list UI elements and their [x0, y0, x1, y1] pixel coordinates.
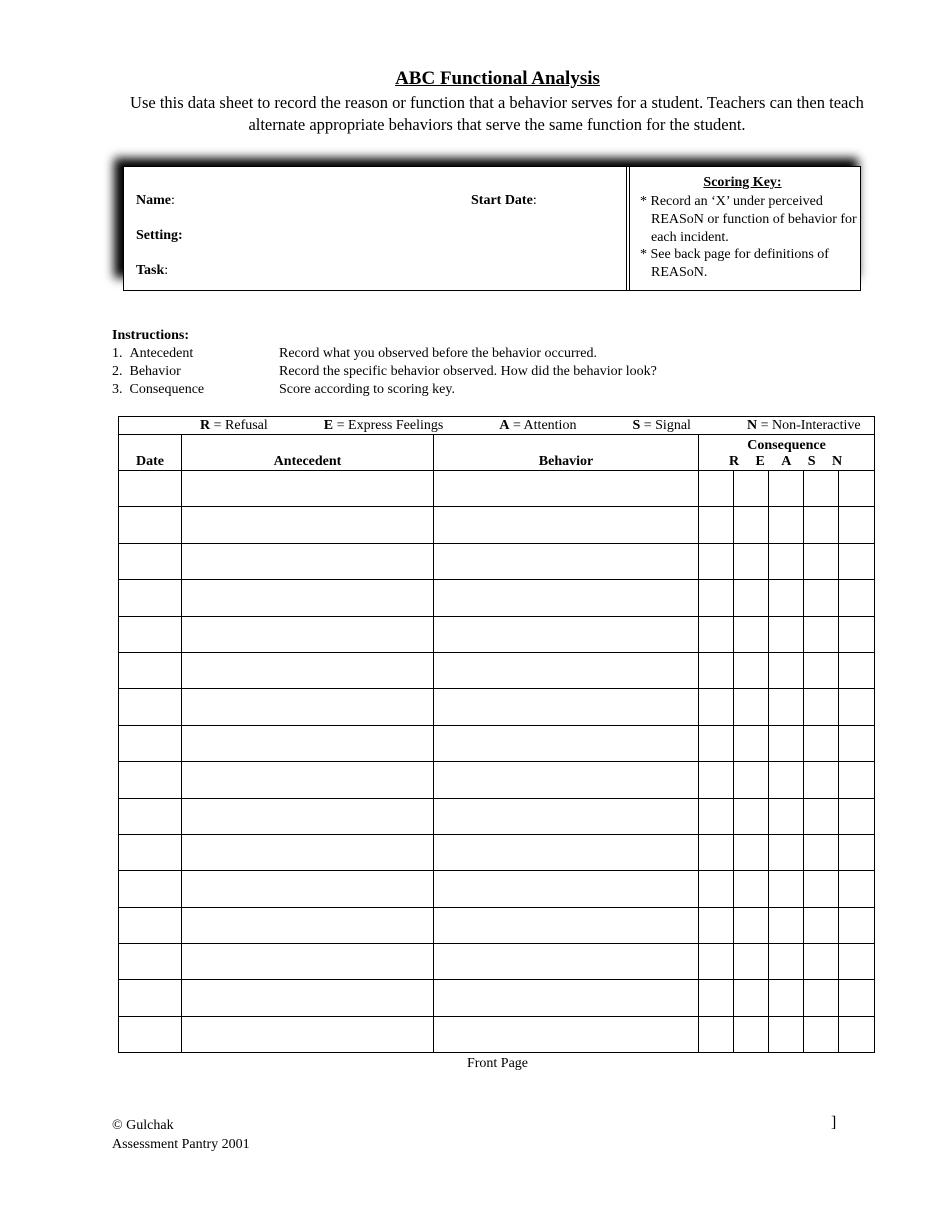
date-cell[interactable] [119, 907, 182, 943]
r-cell[interactable] [699, 944, 734, 980]
page-mark: ] [831, 1114, 837, 1131]
behavior-cell[interactable] [434, 725, 699, 761]
step-name: Behavior [129, 364, 181, 379]
e-cell[interactable] [734, 762, 769, 798]
n-cell[interactable] [839, 944, 875, 980]
antecedent-cell[interactable] [182, 798, 434, 834]
task-colon: : [164, 263, 169, 278]
s-cell[interactable] [804, 543, 839, 579]
setting-label: Setting: [136, 228, 183, 243]
name-colon: : [171, 193, 175, 208]
e-cell[interactable] [734, 725, 769, 761]
r-cell[interactable] [699, 798, 734, 834]
antecedent-cell[interactable] [182, 1016, 434, 1052]
table-row [119, 580, 875, 616]
s-cell[interactable] [804, 471, 839, 507]
n-cell[interactable] [839, 834, 875, 870]
a-cell[interactable] [769, 980, 804, 1016]
behavior-cell[interactable] [434, 871, 699, 907]
n-cell[interactable] [839, 762, 875, 798]
letter-n: N [831, 454, 843, 469]
table-row [119, 834, 875, 870]
date-cell[interactable] [119, 580, 182, 616]
antecedent-cell[interactable] [182, 944, 434, 980]
antecedent-cell[interactable] [182, 762, 434, 798]
a-cell[interactable] [769, 652, 804, 688]
a-cell[interactable] [769, 725, 804, 761]
behavior-cell[interactable] [434, 580, 699, 616]
s-cell[interactable] [804, 616, 839, 652]
a-cell[interactable] [769, 616, 804, 652]
s-cell[interactable] [804, 871, 839, 907]
r-cell[interactable] [699, 616, 734, 652]
antecedent-cell[interactable] [182, 471, 434, 507]
date-cell[interactable] [119, 689, 182, 725]
date-cell[interactable] [119, 762, 182, 798]
table-row [119, 652, 875, 688]
reason-letters [699, 454, 874, 470]
step-number: 1. [112, 346, 123, 361]
behavior-cell[interactable] [434, 652, 699, 688]
behavior-cell[interactable] [434, 616, 699, 652]
instruction-step [112, 363, 657, 381]
date-cell[interactable] [119, 543, 182, 579]
e-cell[interactable] [734, 1016, 769, 1052]
e-cell[interactable] [734, 944, 769, 980]
e-cell[interactable] [734, 834, 769, 870]
a-cell[interactable] [769, 834, 804, 870]
instruction-step [112, 345, 597, 363]
s-cell[interactable] [804, 762, 839, 798]
n-cell[interactable] [839, 907, 875, 943]
n-cell[interactable] [839, 616, 875, 652]
table-header-row [119, 435, 875, 471]
antecedent-cell[interactable] [182, 580, 434, 616]
a-cell[interactable] [769, 1016, 804, 1052]
step-name: Consequence [129, 382, 205, 397]
r-cell[interactable] [699, 1016, 734, 1052]
antecedent-cell[interactable] [182, 907, 434, 943]
e-cell[interactable] [734, 471, 769, 507]
copyright: © Gulchak [112, 1118, 174, 1133]
r-cell[interactable] [699, 689, 734, 725]
table-row [119, 944, 875, 980]
a-cell[interactable] [769, 907, 804, 943]
letter-r: R [729, 454, 740, 469]
table-row [119, 616, 875, 652]
page-label: Front Page [466, 1056, 529, 1071]
behavior-cell[interactable] [434, 507, 699, 543]
table-row [119, 980, 875, 1016]
n-cell[interactable] [839, 798, 875, 834]
n-cell[interactable] [839, 543, 875, 579]
e-cell[interactable] [734, 871, 769, 907]
n-cell[interactable] [839, 580, 875, 616]
legend-item: R = Refusal [200, 417, 268, 433]
r-cell[interactable] [699, 507, 734, 543]
date-cell[interactable] [119, 834, 182, 870]
n-cell[interactable] [839, 725, 875, 761]
s-cell[interactable] [804, 689, 839, 725]
behavior-cell[interactable] [434, 1016, 699, 1052]
s-cell[interactable] [804, 798, 839, 834]
behavior-cell[interactable] [434, 543, 699, 579]
behavior-cell[interactable] [434, 907, 699, 943]
e-cell[interactable] [734, 980, 769, 1016]
date-cell[interactable] [119, 798, 182, 834]
student-info-fields [124, 167, 627, 290]
n-cell[interactable] [839, 689, 875, 725]
letter-a: A [781, 454, 792, 469]
antecedent-cell[interactable] [182, 689, 434, 725]
behavior-cell[interactable] [434, 834, 699, 870]
abc-data-table [118, 416, 875, 1053]
a-cell[interactable] [769, 507, 804, 543]
step-name: Antecedent [129, 346, 194, 361]
scoring-key-title: Scoring Key: [703, 175, 782, 190]
antecedent-cell[interactable] [182, 980, 434, 1016]
date-cell[interactable] [119, 652, 182, 688]
page-subtitle: Use this data sheet to record the reason or function that a behavior serves for a student. Teachers can then teach alternate appropriate behaviors that serve the same function for the student. [130, 93, 864, 134]
s-cell[interactable] [804, 725, 839, 761]
n-cell[interactable] [839, 980, 875, 1016]
e-cell[interactable] [734, 507, 769, 543]
scoring-key-item: * Record an ‘X’ under perceived REASoN or function of behavior for each incident. [640, 194, 857, 245]
letter-e: E [755, 454, 765, 469]
antecedent-cell[interactable] [182, 871, 434, 907]
antecedent-column-header: Antecedent [182, 435, 434, 471]
table-row [119, 689, 875, 725]
scoring-key-panel [629, 167, 861, 290]
date-cell[interactable] [119, 1016, 182, 1052]
e-cell[interactable] [734, 907, 769, 943]
instruction-step [112, 381, 455, 399]
step-number: 3. [112, 382, 123, 397]
a-cell[interactable] [769, 871, 804, 907]
antecedent-cell[interactable] [182, 834, 434, 870]
date-cell[interactable] [119, 980, 182, 1016]
a-cell[interactable] [769, 762, 804, 798]
table-body [119, 471, 875, 1053]
n-cell[interactable] [839, 1016, 875, 1052]
r-cell[interactable] [699, 980, 734, 1016]
behavior-cell[interactable] [434, 471, 699, 507]
behavior-cell[interactable] [434, 798, 699, 834]
date-cell[interactable] [119, 725, 182, 761]
instructions-heading: Instructions: [112, 328, 190, 343]
start-date-label: Start Date [471, 193, 533, 208]
legend-item: E = Express Feelings [323, 417, 444, 433]
start-date-colon: : [532, 193, 537, 208]
student-info-box [123, 166, 861, 291]
legend-row [119, 417, 875, 435]
antecedent-cell[interactable] [182, 725, 434, 761]
step-text: Record the specific behavior observed. How did the behavior look? [279, 364, 657, 379]
letter-s: S [807, 454, 816, 469]
reason-legend [119, 418, 874, 434]
table-row [119, 471, 875, 507]
s-cell[interactable] [804, 652, 839, 688]
start-date-field[interactable] [471, 193, 537, 209]
a-cell[interactable] [769, 944, 804, 980]
r-cell[interactable] [699, 871, 734, 907]
a-cell[interactable] [769, 471, 804, 507]
antecedent-cell[interactable] [182, 616, 434, 652]
table-row [119, 1016, 875, 1052]
n-cell[interactable] [839, 507, 875, 543]
instructions [112, 327, 657, 399]
table-row [119, 871, 875, 907]
r-cell[interactable] [699, 652, 734, 688]
legend-item: A = Attention [499, 417, 577, 433]
footer-credits [112, 1116, 250, 1154]
setting-field[interactable] [136, 228, 183, 244]
consequence-title: Consequence [747, 438, 826, 453]
name-field[interactable] [136, 193, 175, 209]
table-row [119, 762, 875, 798]
name-label: Name [136, 193, 171, 208]
n-cell[interactable] [839, 471, 875, 507]
table-row [119, 543, 875, 579]
page-title: ABC Functional Analysis [395, 68, 600, 89]
date-cell[interactable] [119, 507, 182, 543]
step-text: Record what you observed before the behavior occurred. [279, 346, 597, 361]
antecedent-cell[interactable] [182, 652, 434, 688]
s-cell[interactable] [804, 944, 839, 980]
table-row [119, 507, 875, 543]
behavior-cell[interactable] [434, 762, 699, 798]
e-cell[interactable] [734, 652, 769, 688]
e-cell[interactable] [734, 798, 769, 834]
antecedent-cell[interactable] [182, 543, 434, 579]
publisher: Assessment Pantry 2001 [112, 1137, 250, 1152]
a-cell[interactable] [769, 689, 804, 725]
r-cell[interactable] [699, 762, 734, 798]
s-cell[interactable] [804, 507, 839, 543]
task-field[interactable] [136, 263, 168, 279]
date-column-header: Date [119, 435, 182, 471]
e-cell[interactable] [734, 689, 769, 725]
r-cell[interactable] [699, 907, 734, 943]
r-cell[interactable] [699, 471, 734, 507]
r-cell[interactable] [699, 580, 734, 616]
behavior-column-header: Behavior [434, 435, 699, 471]
s-cell[interactable] [804, 834, 839, 870]
e-cell[interactable] [734, 580, 769, 616]
r-cell[interactable] [699, 543, 734, 579]
step-number: 2. [112, 364, 123, 379]
a-cell[interactable] [769, 543, 804, 579]
e-cell[interactable] [734, 543, 769, 579]
date-cell[interactable] [119, 871, 182, 907]
s-cell[interactable] [804, 907, 839, 943]
legend-item: N = Non-Interactive [746, 417, 861, 433]
legend-item: S = Signal [632, 417, 691, 433]
consequence-column-header [699, 435, 875, 471]
behavior-cell[interactable] [434, 980, 699, 1016]
date-cell[interactable] [119, 471, 182, 507]
a-cell[interactable] [769, 580, 804, 616]
behavior-cell[interactable] [434, 944, 699, 980]
table-row [119, 725, 875, 761]
task-label: Task [136, 263, 165, 278]
date-cell[interactable] [119, 944, 182, 980]
n-cell[interactable] [839, 871, 875, 907]
table-row [119, 798, 875, 834]
antecedent-cell[interactable] [182, 507, 434, 543]
s-cell[interactable] [804, 580, 839, 616]
n-cell[interactable] [839, 652, 875, 688]
scoring-key-item: * See back page for definitions of REASoN. [640, 247, 829, 280]
s-cell[interactable] [804, 980, 839, 1016]
s-cell[interactable] [804, 1016, 839, 1052]
r-cell[interactable] [699, 725, 734, 761]
r-cell[interactable] [699, 834, 734, 870]
step-text: Score according to scoring key. [279, 382, 455, 397]
e-cell[interactable] [734, 616, 769, 652]
table-row [119, 907, 875, 943]
a-cell[interactable] [769, 798, 804, 834]
date-cell[interactable] [119, 616, 182, 652]
behavior-cell[interactable] [434, 689, 699, 725]
